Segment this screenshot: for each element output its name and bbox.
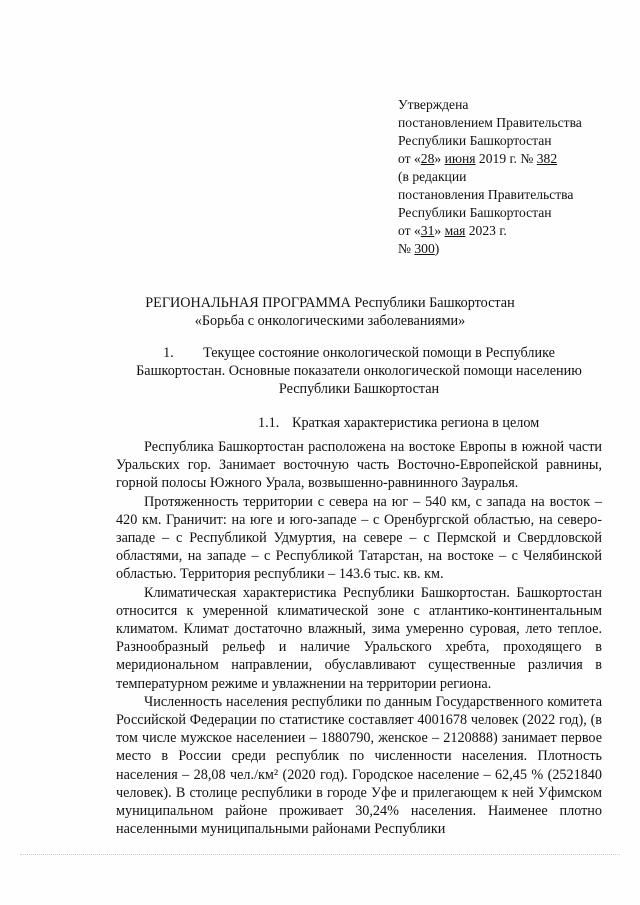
approval-date-line: от «28» июня 2019 г. № 382 [398, 151, 558, 166]
approval-block [398, 96, 628, 258]
revision-number-line: № 300) [398, 241, 440, 256]
document-title [60, 294, 600, 330]
subsection-title: Краткая характеристика региона в целом [292, 415, 540, 431]
subsection-number: 1.1. [258, 415, 280, 431]
revision-number: 300 [414, 241, 435, 256]
approval-line: Республики Башкортостан [398, 205, 552, 220]
paragraph: Протяженность территории с севера на юг – 540 км, с запада на восток – 420 км. Граничит: на юге и юго-западе – с Оренбургской областью, на северо-западе – с Республикой Удмуртия, на севере – с Пермской и Свердловской областями, на западе – с Республикой Татарстан, на востоке – с Челябинской областью. Территория республики – 143.6 тыс. кв. км. [116, 493, 602, 583]
approval-month: июня [444, 151, 476, 166]
section-number: 1. [163, 345, 174, 361]
section-heading-line: Республики Башкортостан [278, 381, 440, 397]
approval-line: Утверждена [398, 97, 469, 112]
title-line: РЕГИОНАЛЬНАЯ ПРОГРАММА Республики Башкортостан [145, 295, 515, 311]
paragraph: Республика Башкортостан расположена на востоке Европы в южной части Уральских гор. Занимает восточную часть Восточно-Европейской равнины, горной полосы Южного Урала, возвышенно-равнинного Зауралья. [116, 439, 602, 492]
paragraph: Климатическая характеристика Республики Башкортостан. Башкортостан относится к умеренной климатической зоне с атлантико-континентальным климатом. Климат достаточно влажный, зима умеренно суровая, лето теплое. Разнообразный рельеф и наличие Уральского хребта, проходящего в меридиональном направлении, обуславливают существенные различия в температурном режиме и увлажнении на территории региона. [116, 584, 602, 692]
body-text [116, 438, 602, 838]
title-line: «Борьба с онкологическими заболеваниями» [194, 313, 466, 329]
approval-number: 382 [536, 151, 558, 166]
revision-date-line: от «31» мая 2023 г. [398, 223, 507, 238]
approval-line: (в редакции [398, 169, 467, 184]
subsection-1-1-heading [258, 414, 539, 432]
approval-line: постановлением Правительства [398, 115, 582, 130]
scan-artifact-line [20, 854, 620, 856]
approval-day: 28 [420, 151, 435, 166]
paragraph: Численность населения республики по данным Государственного комитета Российской Федерации по статистике составляет 4001678 человек (2022 год), (в том числе мужское населениеи – 1880790, женское – 2120888) занимает первое место в России среди республик по численности населения. Плотность населения – 28,08 чел./км² (2020 год). Городское население – 62,45 % (2521840 человек). В столице республики в городе Уфе и прилегающем к ней Уфимском муниципальном районе проживает 30,24% населения. Наименее плотно населенными муниципальными районами Республики [116, 693, 602, 838]
section-heading-line: Текущее состояние онкологической помощи в Республике [203, 345, 555, 361]
revision-day: 31 [420, 223, 435, 238]
approval-line: постановления Правительства [398, 187, 574, 202]
section-heading-line: Башкортостан. Основные показатели онкологической помощи населению [136, 363, 582, 379]
approval-line: Республики Башкортостан [398, 133, 552, 148]
section-1-heading [116, 344, 602, 398]
revision-month: мая [444, 223, 466, 238]
